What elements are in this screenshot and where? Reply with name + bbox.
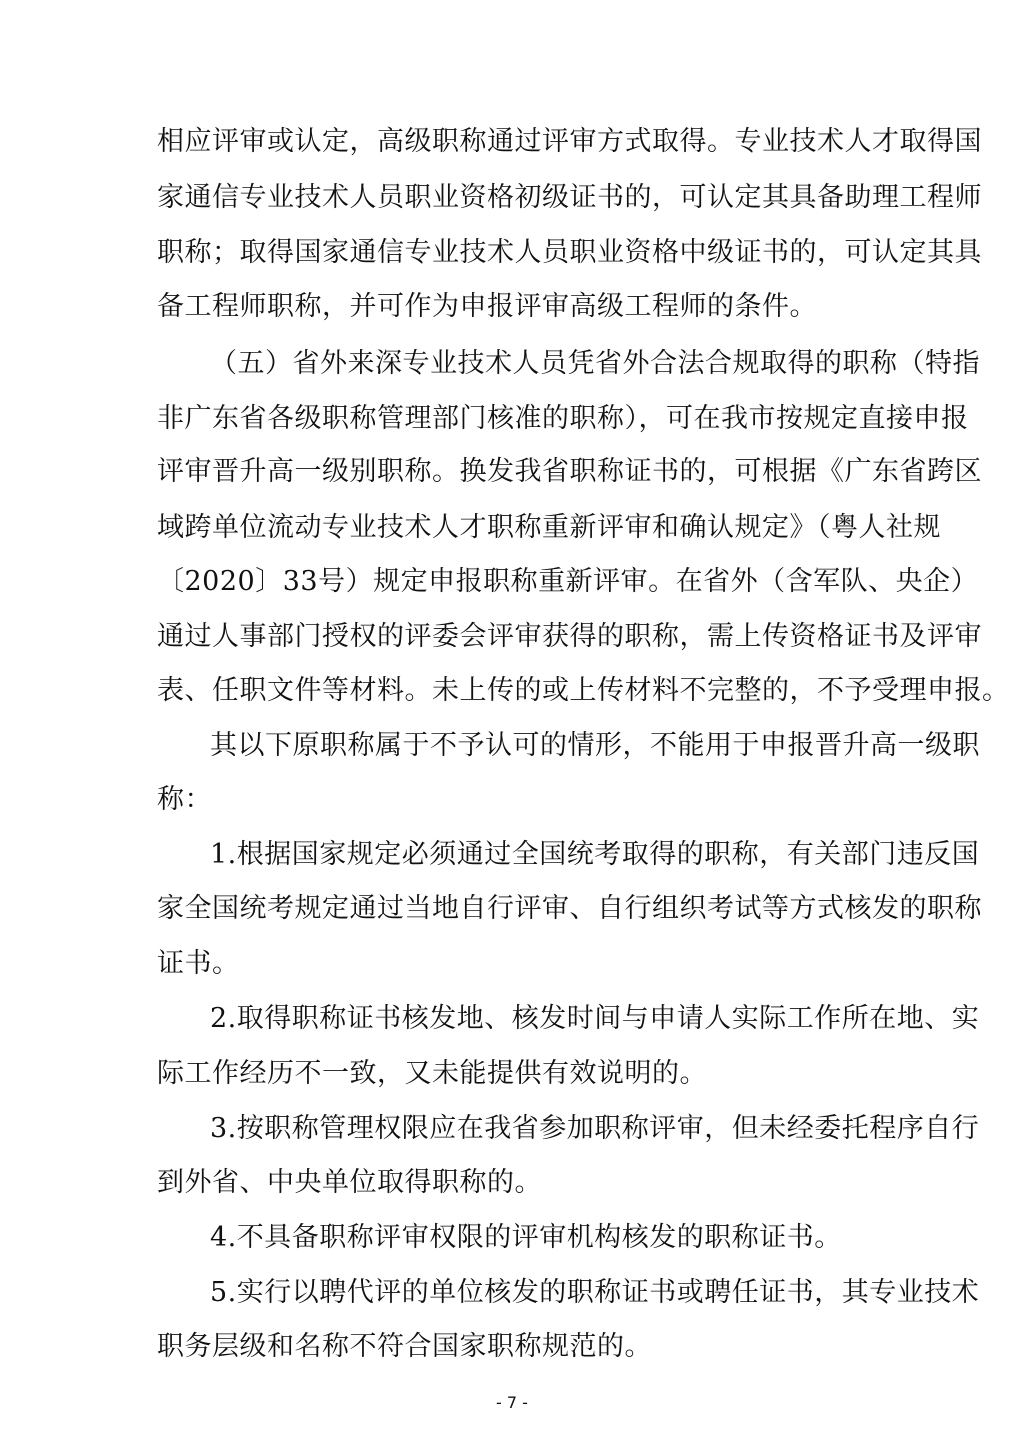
list-item-line: 5.实行以聘代评的单位核发的职称证书或聘任证书，其专业技术 xyxy=(210,1277,980,1308)
text-line: 职称；取得国家通信专业技术人员职业资格中级证书的，可认定其具 xyxy=(157,237,982,268)
text-line: 备工程师职称，并可作为申报评审高级工程师的条件。 xyxy=(157,291,817,322)
list-item-line: 4.不具备职称评审权限的评审机构核发的职称证书。 xyxy=(210,1222,842,1253)
list-item-line: 家全国统考规定通过当地自行评审、自行组织考试等方式核发的职称 xyxy=(157,893,982,924)
text-line: 称： xyxy=(157,784,212,815)
list-item-line: 到外省、中央单位取得职称的。 xyxy=(157,1167,542,1198)
list-item-line: 3.按职称管理权限应在我省参加职称评审，但未经委托程序自行 xyxy=(210,1113,980,1144)
text-line: 相应评审或认定，高级职称通过评审方式取得。专业技术人才取得国 xyxy=(157,126,982,157)
list-item-line: 际工作经历不一致，又未能提供有效说明的。 xyxy=(157,1058,707,1089)
text-line: 家通信专业技术人员职业资格初级证书的，可认定其具备助理工程师 xyxy=(157,182,982,213)
text-line: 非广东省各级职称管理部门核准的职称），可在我市按规定直接申报 xyxy=(157,403,969,434)
text-line: （五）省外来深专业技术人员凭省外合法合规取得的职称（特指 xyxy=(210,348,980,379)
text-line: 通过人事部门授权的评委会评审获得的职称，需上传资格证书及评审 xyxy=(157,621,982,652)
text-line: 域跨单位流动专业技术人才职称重新评审和确认规定》（粤人社规 xyxy=(157,512,941,543)
list-item-line: 证书。 xyxy=(157,948,240,979)
text-line: 其以下原职称属于不予认可的情形，不能用于申报晋升高一级职 xyxy=(210,730,980,761)
list-item-line: 1.根据国家规定必须通过全国统考取得的职称，有关部门违反国 xyxy=(210,839,980,870)
list-item-line: 2.取得职称证书核发地、核发时间与申请人实际工作所在地、实 xyxy=(210,1003,980,1034)
list-item-line: 职务层级和名称不符合国家职称规范的。 xyxy=(157,1331,652,1362)
page-number: - 7 - xyxy=(496,1393,528,1412)
text-line: 表、任职文件等材料。未上传的或上传材料不完整的，不予受理申报。 xyxy=(157,675,1010,706)
text-line: 评审晋升高一级别职称。换发我省职称证书的，可根据《广东省跨区 xyxy=(157,456,982,487)
text-line: 〔2020〕33号）规定申报职称重新评审。在省外（含军队、央企） xyxy=(157,566,979,597)
